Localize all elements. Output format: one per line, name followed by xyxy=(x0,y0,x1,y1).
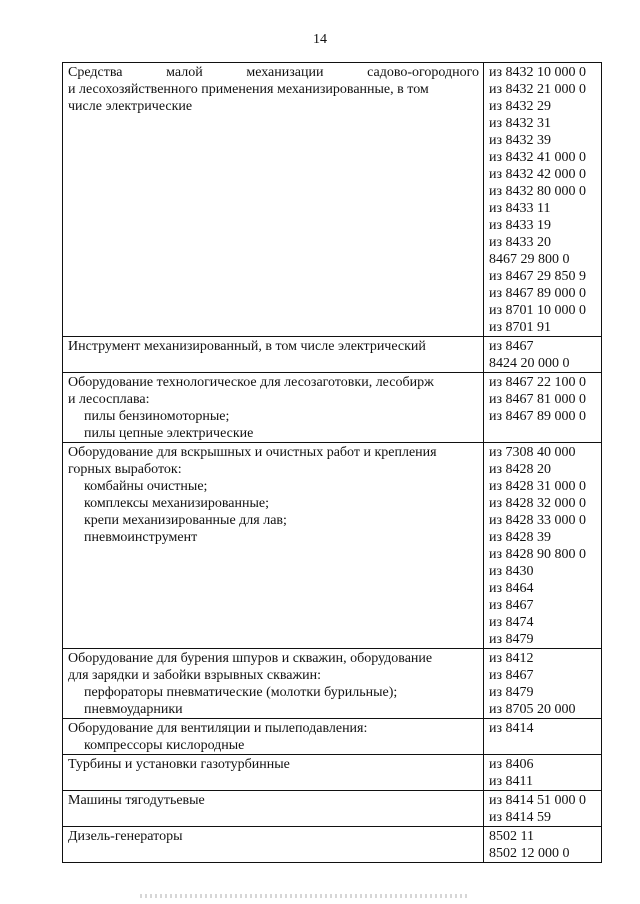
scan-artifact xyxy=(140,894,470,898)
tn-ved-code: из 8428 31 000 0 xyxy=(489,479,587,494)
tn-ved-code: из 8432 80 000 0 xyxy=(489,184,587,199)
tn-ved-code: из 8467 29 850 9 xyxy=(489,269,587,284)
row-sub-item: пневмоинструмент xyxy=(84,530,198,545)
table-row xyxy=(63,63,602,337)
row-title-line: Оборудование для бурения шпуров и скважин, оборудование xyxy=(68,651,433,666)
row-codes-cell xyxy=(484,649,602,719)
row-title-line: Оборудование технологическое для лесозаготовки, лесобирж xyxy=(68,375,434,390)
tn-ved-code: из 8479 xyxy=(489,685,534,700)
tn-ved-code: из 8432 29 xyxy=(489,99,552,114)
row-codes-cell xyxy=(484,755,602,791)
tn-ved-code: из 8467 89 000 0 xyxy=(489,409,587,424)
row-title-line: Оборудование для вскрышных и очистных работ и крепления xyxy=(68,445,437,460)
tn-ved-code: из 8464 xyxy=(489,581,534,596)
table-row xyxy=(63,755,602,791)
tn-ved-code: из 8428 20 xyxy=(489,462,552,477)
tn-ved-code: из 8433 11 xyxy=(489,201,551,216)
row-title-line: Средства малой механизации садово-огородного xyxy=(68,65,479,80)
row-title-line: и лесохозяйственного применения механизированные, в том xyxy=(68,82,429,97)
tn-ved-code: из 8432 10 000 0 xyxy=(489,65,587,80)
row-codes-cell xyxy=(484,337,602,373)
row-title-line: числе электрические xyxy=(68,99,193,114)
tn-ved-code: из 8430 xyxy=(489,564,534,579)
tn-ved-code: из 8432 21 000 0 xyxy=(489,82,587,97)
tn-ved-code: из 8433 19 xyxy=(489,218,552,233)
tn-ved-code: из 8414 59 xyxy=(489,810,552,825)
row-title-line: Дизель-генераторы xyxy=(68,829,183,844)
tn-ved-code: из 8412 xyxy=(489,651,534,666)
row-title-line: для зарядки и забойки взрывных скважин: xyxy=(68,668,322,683)
table-row xyxy=(63,791,602,827)
tn-ved-code: из 8479 xyxy=(489,632,534,647)
row-title-line: Оборудование для вентиляции и пылеподавления: xyxy=(68,721,368,736)
tn-ved-code: из 8432 41 000 0 xyxy=(489,150,587,165)
tn-ved-code: из 8428 33 000 0 xyxy=(489,513,587,528)
table-row xyxy=(63,373,602,443)
row-title-line: горных выработок: xyxy=(68,462,182,477)
row-description-cell xyxy=(63,63,484,337)
page-number: 14 xyxy=(313,32,327,47)
tn-ved-code: 8502 11 xyxy=(489,829,534,844)
tn-ved-code: из 7308 40 000 xyxy=(489,445,576,460)
tn-ved-code: из 8467 xyxy=(489,339,534,354)
row-codes-cell xyxy=(484,791,602,827)
table-row xyxy=(63,443,602,649)
row-codes-cell xyxy=(484,827,602,863)
table-row xyxy=(63,337,602,373)
row-codes-cell xyxy=(484,373,602,443)
tn-ved-code: из 8411 xyxy=(489,774,534,789)
row-description-cell xyxy=(63,337,484,373)
tn-ved-code: 8467 29 800 0 xyxy=(489,252,570,267)
tn-ved-code: из 8432 31 xyxy=(489,116,552,131)
tn-ved-code: из 8701 91 xyxy=(489,320,552,335)
table-row xyxy=(63,649,602,719)
tn-ved-code: из 8432 42 000 0 xyxy=(489,167,587,182)
tn-ved-code: из 8414 51 000 0 xyxy=(489,793,587,808)
row-description-cell xyxy=(63,827,484,863)
row-description-cell xyxy=(63,755,484,791)
row-title-line: Машины тягодутьевые xyxy=(68,793,205,808)
row-description-cell xyxy=(63,719,484,755)
tn-ved-code: 8424 20 000 0 xyxy=(489,356,570,371)
tn-ved-code: из 8467 xyxy=(489,668,534,683)
row-sub-item: крепи механизированные для лав; xyxy=(84,513,287,528)
table-row xyxy=(63,719,602,755)
row-sub-item: комплексы механизированные; xyxy=(84,496,270,511)
tn-ved-code: из 8474 xyxy=(489,615,534,630)
tn-ved-code: из 8432 39 xyxy=(489,133,552,148)
table-row xyxy=(63,827,602,863)
row-codes-cell xyxy=(484,63,602,337)
tn-ved-code: из 8701 10 000 0 xyxy=(489,303,587,318)
tn-ved-code: из 8414 xyxy=(489,721,534,736)
tn-ved-code: из 8467 xyxy=(489,598,534,613)
row-title-line: Инструмент механизированный, в том числе электрический xyxy=(68,339,426,354)
tn-ved-code: из 8428 32 000 0 xyxy=(489,496,587,511)
tn-ved-code: из 8467 81 000 0 xyxy=(489,392,587,407)
row-sub-item: комбайны очистные; xyxy=(84,479,208,494)
tn-ved-code: из 8433 20 xyxy=(489,235,552,250)
row-sub-item: пневмоударники xyxy=(84,702,183,717)
row-sub-item: пилы цепные электрические xyxy=(84,426,254,441)
row-description-cell xyxy=(63,443,484,649)
tn-ved-code: из 8705 20 000 xyxy=(489,702,576,717)
row-title-line: и лесосплава: xyxy=(68,392,150,407)
row-sub-item: компрессоры кислородные xyxy=(84,738,245,753)
row-description-cell xyxy=(63,649,484,719)
row-sub-item: пилы бензиномоторные; xyxy=(84,409,230,424)
tn-ved-code: из 8428 39 xyxy=(489,530,552,545)
tn-ved-code: из 8467 22 100 0 xyxy=(489,375,587,390)
tn-ved-code: из 8406 xyxy=(489,757,534,772)
tn-ved-code: из 8467 89 000 0 xyxy=(489,286,587,301)
equipment-codes-table xyxy=(62,62,602,863)
table-body xyxy=(63,63,602,863)
tn-ved-code: из 8428 90 800 0 xyxy=(489,547,587,562)
row-codes-cell xyxy=(484,443,602,649)
row-sub-item: перфораторы пневматические (молотки бурильные); xyxy=(84,685,398,700)
tn-ved-code: 8502 12 000 0 xyxy=(489,846,570,861)
row-codes-cell xyxy=(484,719,602,755)
row-description-cell xyxy=(63,373,484,443)
row-title-line: Турбины и установки газотурбинные xyxy=(68,757,290,772)
row-description-cell xyxy=(63,791,484,827)
